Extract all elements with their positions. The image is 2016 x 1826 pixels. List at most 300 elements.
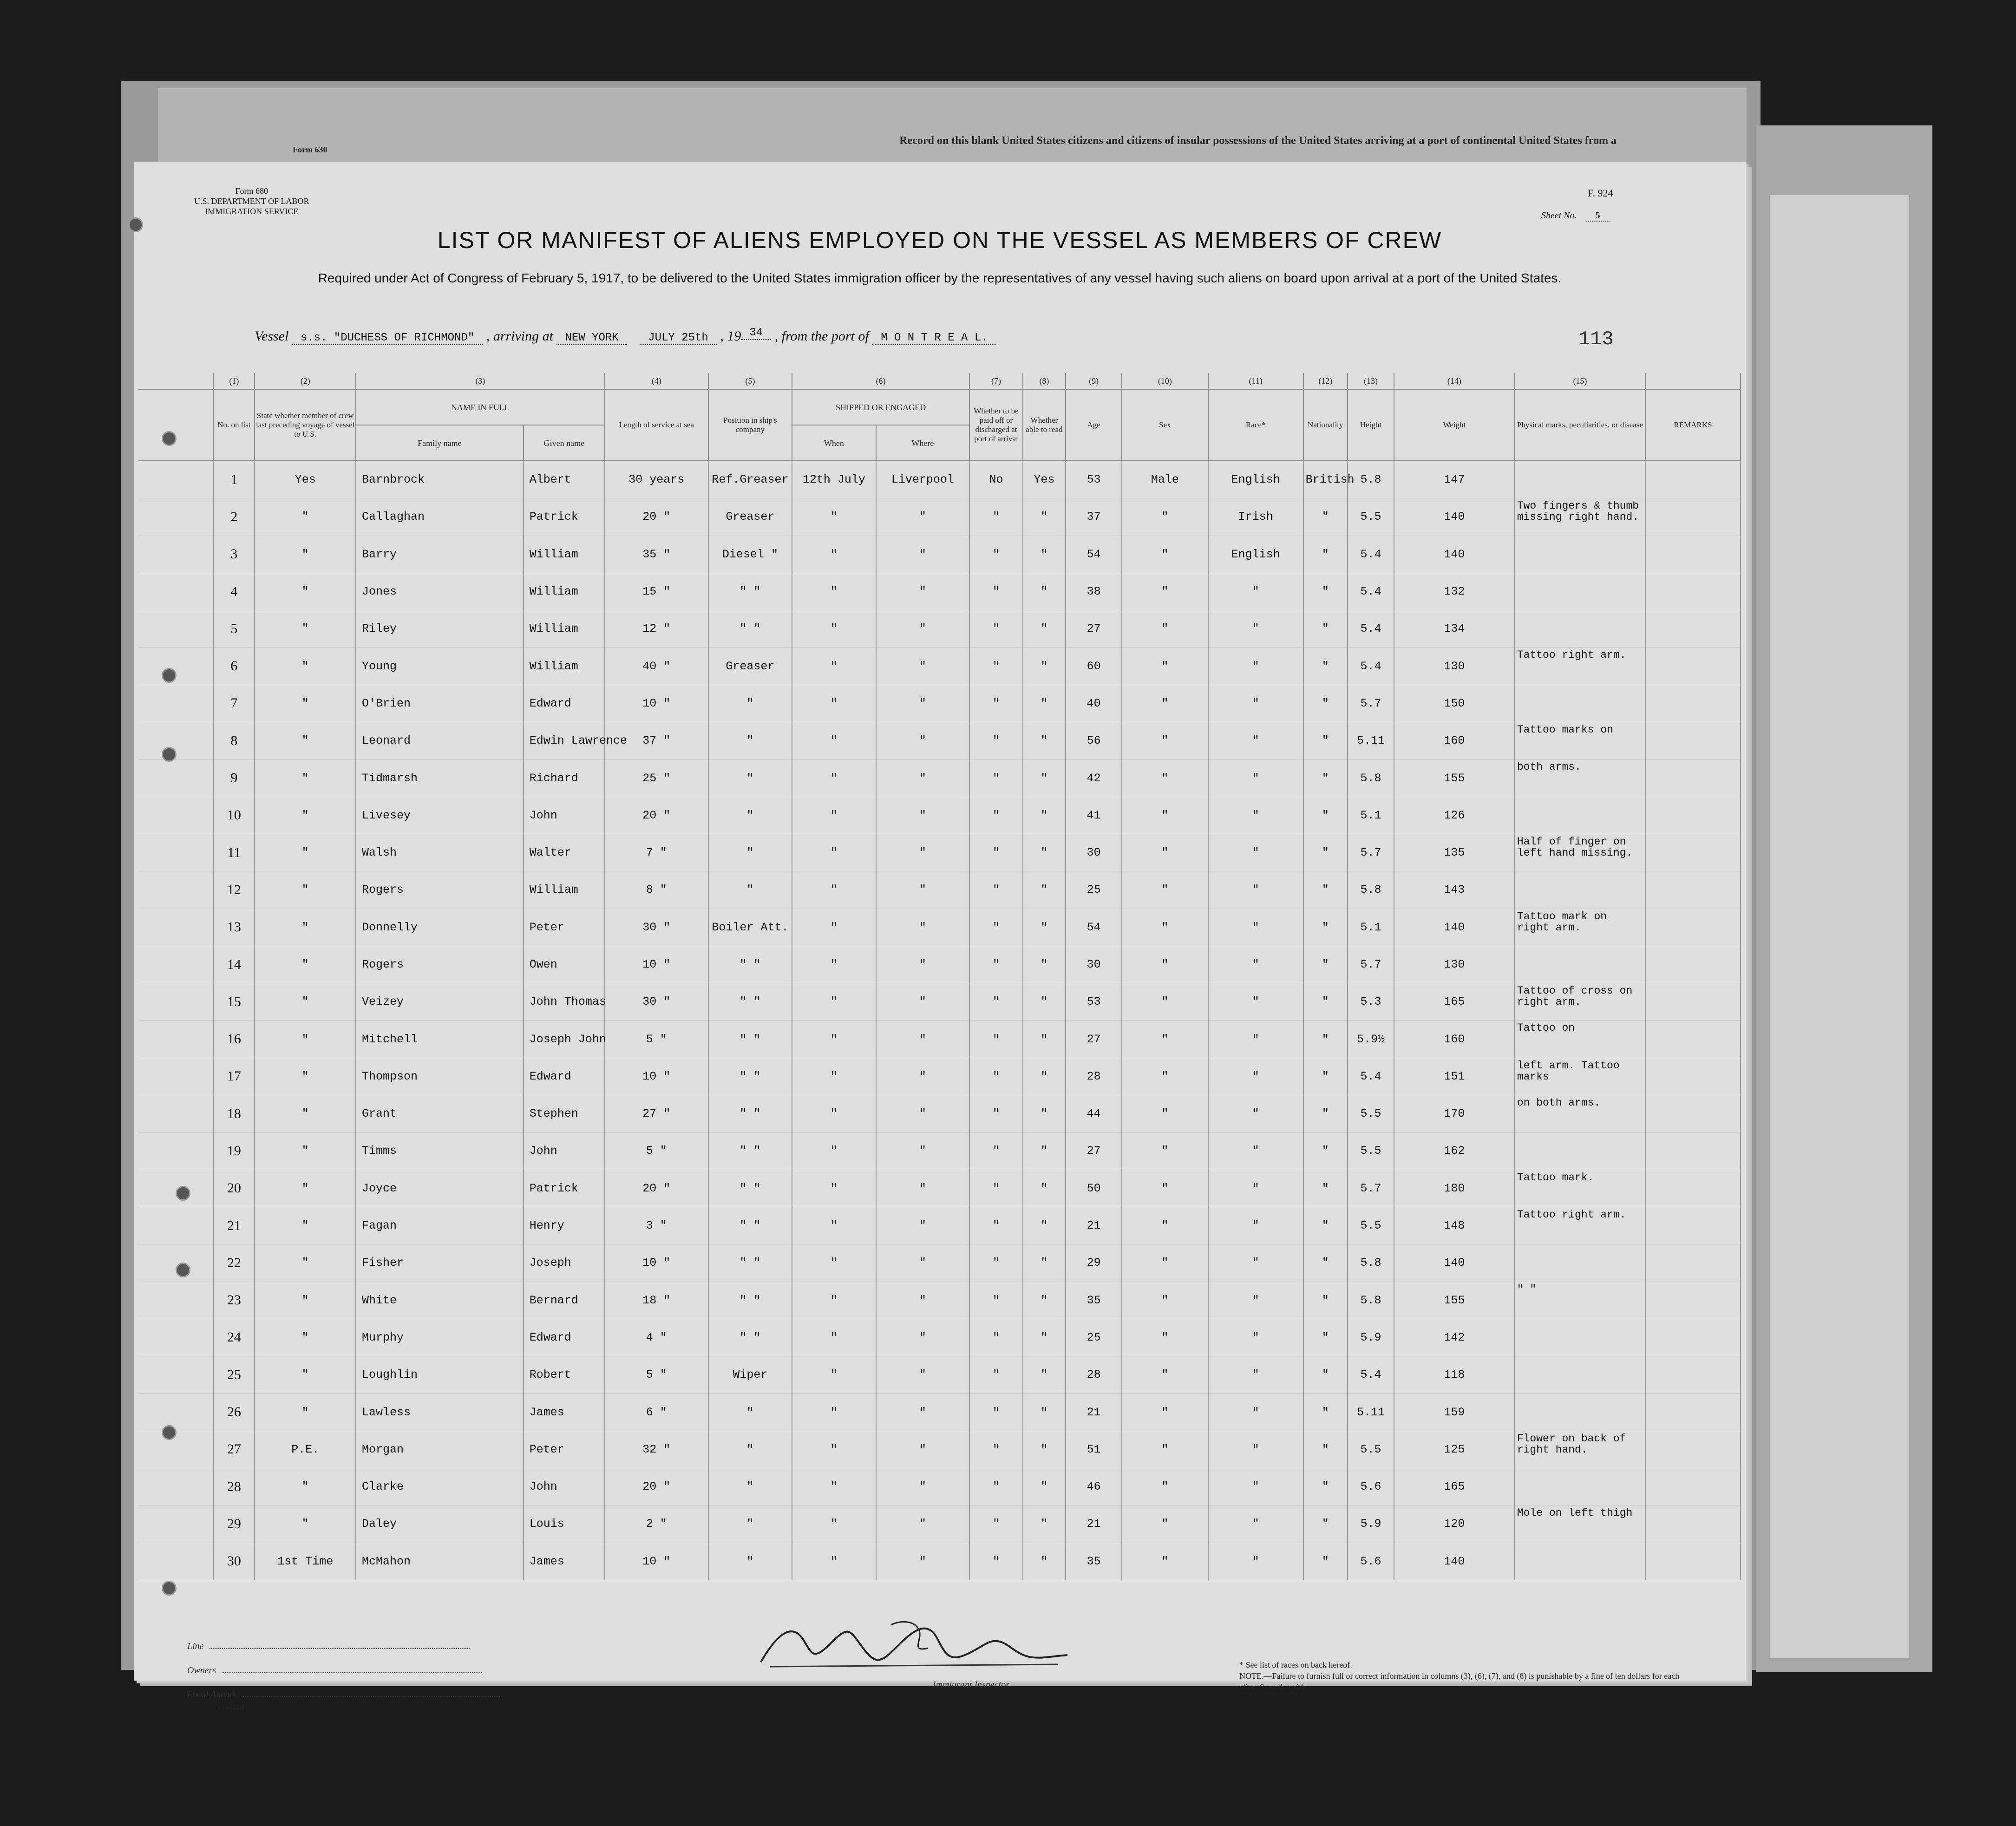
cell-height: 5.6 (1348, 1543, 1394, 1580)
cell-given-name: Joseph John (524, 1021, 605, 1058)
cell-weight: 159 (1394, 1394, 1515, 1431)
cell-age: 41 (1066, 797, 1122, 834)
inspector-signature (752, 1611, 1077, 1676)
cell-weight: 170 (1394, 1095, 1515, 1132)
cell-height: 5.8 (1348, 759, 1394, 797)
cell-position: " " (708, 1170, 792, 1207)
underlying-page-text: Record on this blank United States citizens and citizens of insular possessions of the United States arriving at a port of continental United States from a (899, 135, 1617, 147)
cell-race: " (1208, 1394, 1303, 1431)
cell-prev-voyage: " (255, 871, 356, 909)
col-num-7: (7) (969, 373, 1023, 389)
cell-height: 5.5 (1348, 1132, 1394, 1170)
cell-paid-off: " (969, 797, 1023, 834)
year-prefix: , 19 (720, 328, 741, 344)
cell-physical-marks: both arms. (1515, 759, 1645, 797)
cell-prev-voyage: " (255, 536, 356, 573)
cell-able-to-read: Yes (1023, 461, 1066, 498)
cell-paid-off: " (969, 1468, 1023, 1505)
cell-physical-marks (1515, 1319, 1645, 1356)
cell-paid-off: " (969, 1021, 1023, 1058)
cell-row-number: 26 (213, 1394, 255, 1431)
cell-prev-voyage: " (255, 909, 356, 946)
cell-position: " (708, 685, 792, 722)
cell-weight: 160 (1394, 722, 1515, 759)
cell-nationality: " (1303, 834, 1348, 871)
cell-row-number: 30 (213, 1543, 255, 1580)
cell-shipped-when: " (792, 1095, 876, 1132)
cell-length-of-service: 10 " (605, 685, 708, 722)
line-field (187, 1634, 502, 1658)
cell-shipped-when: " (792, 1282, 876, 1319)
cell-family-name: Timms (356, 1132, 524, 1170)
cell-row-number: 24 (213, 1319, 255, 1356)
race-note: * See list of races on back hereof. (1239, 1660, 1352, 1669)
cell-weight: 140 (1394, 536, 1515, 573)
cell-shipped-when: " (792, 1207, 876, 1244)
cell-physical-marks (1515, 536, 1645, 573)
cell-race: Irish (1208, 498, 1303, 536)
cell-family-name: Fagan (356, 1207, 524, 1244)
cell-race: " (1208, 1058, 1303, 1095)
cell-sex: " (1122, 1058, 1208, 1095)
header-weight: Weight (1394, 389, 1515, 461)
cell-age: 35 (1066, 1282, 1122, 1319)
table-row (138, 461, 1741, 498)
table-row (138, 1356, 1741, 1394)
punch-hole (176, 1186, 190, 1201)
cell-height: 5.8 (1348, 871, 1394, 909)
cell-weight: 130 (1394, 946, 1515, 983)
table-row (138, 648, 1741, 685)
cell-age: 53 (1066, 461, 1122, 498)
cell-shipped-where: " (876, 1543, 970, 1580)
cell-sex: " (1122, 1468, 1208, 1505)
cell-prev-voyage: Yes (255, 461, 356, 498)
arrival-port: NEW YORK (556, 332, 627, 345)
cell-row-number: 3 (213, 536, 255, 573)
right-stack-page-inner (1770, 195, 1909, 1658)
header-length-of-service: Length of service at sea (605, 389, 708, 461)
cell-length-of-service: 15 " (605, 573, 708, 610)
cell-able-to-read: " (1023, 1021, 1066, 1058)
service-name: IMMIGRATION SERVICE (205, 207, 299, 216)
cell-position: " " (708, 1095, 792, 1132)
footer-fields (187, 1634, 502, 1707)
cell-row-number: 15 (213, 983, 255, 1021)
cell-height: 5.8 (1348, 1282, 1394, 1319)
form-code: F. 924 (1588, 187, 1613, 199)
cell-weight: 150 (1394, 685, 1515, 722)
cell-given-name: Henry (524, 1207, 605, 1244)
cell-race: " (1208, 946, 1303, 983)
cell-family-name: Loughlin (356, 1356, 524, 1394)
cell-family-name: White (356, 1282, 524, 1319)
cell-able-to-read: " (1023, 909, 1066, 946)
cell-age: 28 (1066, 1356, 1122, 1394)
cell-weight: 162 (1394, 1132, 1515, 1170)
cell-length-of-service: 5 " (605, 1356, 708, 1394)
cell-given-name: William (524, 610, 605, 648)
cell-family-name: McMahon (356, 1543, 524, 1580)
cell-length-of-service: 20 " (605, 1170, 708, 1207)
col-num-3: (3) (356, 373, 605, 389)
cell-family-name: Riley (356, 610, 524, 648)
cell-nationality: " (1303, 648, 1348, 685)
cell-family-name: Murphy (356, 1319, 524, 1356)
cell-shipped-when: " (792, 610, 876, 648)
underlying-form-number: Form 630 (293, 145, 327, 154)
cell-paid-off: " (969, 1095, 1023, 1132)
cell-remarks (1645, 1170, 1741, 1207)
cell-sex: " (1122, 1356, 1208, 1394)
department-name: U.S. DEPARTMENT OF LABOR (194, 196, 309, 206)
punch-hole (162, 1425, 177, 1440)
cell-prev-voyage: " (255, 573, 356, 610)
cell-nationality: " (1303, 1207, 1348, 1244)
cell-sex: " (1122, 1207, 1208, 1244)
cell-remarks (1645, 1244, 1741, 1282)
cell-age: 21 (1066, 1207, 1122, 1244)
cell-height: 5.9½ (1348, 1021, 1394, 1058)
header-given-name: Given name (524, 425, 605, 461)
cell-age: 27 (1066, 1132, 1122, 1170)
cell-weight: 142 (1394, 1319, 1515, 1356)
col-num-5: (5) (708, 373, 792, 389)
cell-race: " (1208, 1282, 1303, 1319)
cell-able-to-read: " (1023, 722, 1066, 759)
cell-given-name: Richard (524, 759, 605, 797)
cell-paid-off: " (969, 573, 1023, 610)
cell-nationality: " (1303, 983, 1348, 1021)
cell-family-name: Young (356, 648, 524, 685)
cell-able-to-read: " (1023, 759, 1066, 797)
cell-sex: Male (1122, 461, 1208, 498)
manifest-rows (138, 461, 1741, 1580)
cell-race: English (1208, 461, 1303, 498)
cell-length-of-service: 10 " (605, 1058, 708, 1095)
cell-nationality: " (1303, 1394, 1348, 1431)
header-race: Race* (1208, 389, 1303, 461)
cell-position: " (708, 1505, 792, 1543)
cell-race: " (1208, 1505, 1303, 1543)
cell-prev-voyage: P.E. (255, 1431, 356, 1468)
cell-physical-marks: Tattoo right arm. (1515, 648, 1645, 685)
cell-able-to-read: " (1023, 1319, 1066, 1356)
cell-prev-voyage: " (255, 610, 356, 648)
cell-height: 5.4 (1348, 536, 1394, 573)
cell-physical-marks: Tattoo marks on (1515, 722, 1645, 759)
vessel-name: s.s. "DUCHESS OF RICHMOND" (292, 332, 483, 345)
cell-family-name: Donnelly (356, 909, 524, 946)
cell-given-name: Joseph (524, 1244, 605, 1282)
vessel-label: Vessel (255, 328, 289, 344)
cell-nationality: " (1303, 797, 1348, 834)
cell-shipped-when: " (792, 909, 876, 946)
cell-physical-marks: Tattoo of cross on right arm. (1515, 983, 1645, 1021)
cell-shipped-when: " (792, 1505, 876, 1543)
cell-prev-voyage: 1st Time (255, 1543, 356, 1580)
cell-length-of-service: 5 " (605, 1021, 708, 1058)
cell-sex: " (1122, 1282, 1208, 1319)
cell-remarks (1645, 1319, 1741, 1356)
table-row (138, 909, 1741, 946)
cell-paid-off: " (969, 1170, 1023, 1207)
cell-nationality: " (1303, 1505, 1348, 1543)
cell-family-name: Rogers (356, 946, 524, 983)
cell-remarks (1645, 1095, 1741, 1132)
cell-prev-voyage: " (255, 834, 356, 871)
header-sex: Sex (1122, 389, 1208, 461)
cell-position: " (708, 797, 792, 834)
cell-race: " (1208, 834, 1303, 871)
cell-able-to-read: " (1023, 1058, 1066, 1095)
cell-shipped-where: " (876, 1170, 970, 1207)
cell-row-number: 29 (213, 1505, 255, 1543)
cell-weight: 140 (1394, 1244, 1515, 1282)
cell-length-of-service: 5 " (605, 1132, 708, 1170)
cell-physical-marks: Mole on left thigh (1515, 1505, 1645, 1543)
cell-weight: 130 (1394, 648, 1515, 685)
cell-shipped-where: " (876, 610, 970, 648)
cell-height: 5.1 (1348, 797, 1394, 834)
cell-row-number: 12 (213, 871, 255, 909)
cell-paid-off: " (969, 1543, 1023, 1580)
cell-race: " (1208, 909, 1303, 946)
underlying-page-header (153, 135, 1617, 154)
cell-remarks (1645, 722, 1741, 759)
table-row (138, 871, 1741, 909)
cell-shipped-when: " (792, 1058, 876, 1095)
cell-length-of-service: 20 " (605, 1468, 708, 1505)
cell-shipped-when: " (792, 759, 876, 797)
cell-weight: 165 (1394, 1468, 1515, 1505)
table-row (138, 1207, 1741, 1244)
header-paid-off: Whether to be paid off or discharged at port of arrival (969, 389, 1023, 461)
cell-sex: " (1122, 1095, 1208, 1132)
cell-sex: " (1122, 1394, 1208, 1431)
cell-age: 50 (1066, 1170, 1122, 1207)
cell-height: 5.5 (1348, 498, 1394, 536)
cell-position: " (708, 722, 792, 759)
cell-physical-marks: Half of finger on left hand missing. (1515, 834, 1645, 871)
cell-paid-off: " (969, 610, 1023, 648)
cell-sex: " (1122, 946, 1208, 983)
cell-family-name: Daley (356, 1505, 524, 1543)
cell-given-name: Robert (524, 1356, 605, 1394)
cell-position: Boiler Att. (708, 909, 792, 946)
cell-able-to-read: " (1023, 1468, 1066, 1505)
cell-nationality: " (1303, 685, 1348, 722)
table-row (138, 1132, 1741, 1170)
table-row (138, 1319, 1741, 1356)
cell-race: " (1208, 1468, 1303, 1505)
cell-able-to-read: " (1023, 1505, 1066, 1543)
cell-race: " (1208, 1244, 1303, 1282)
cell-physical-marks: Flower on back of right hand. (1515, 1431, 1645, 1468)
cell-shipped-when: " (792, 573, 876, 610)
cell-length-of-service: 37 " (605, 722, 708, 759)
cell-paid-off: " (969, 983, 1023, 1021)
cell-remarks (1645, 1468, 1741, 1505)
cell-given-name: Albert (524, 461, 605, 498)
cell-nationality: " (1303, 498, 1348, 536)
cell-age: 21 (1066, 1394, 1122, 1431)
header-when: When (792, 425, 876, 461)
cell-given-name: William (524, 648, 605, 685)
cell-position: " " (708, 1244, 792, 1282)
cell-shipped-when: " (792, 871, 876, 909)
cell-sex: " (1122, 685, 1208, 722)
cell-prev-voyage: " (255, 648, 356, 685)
col-num-14: (14) (1394, 373, 1515, 389)
cell-physical-marks (1515, 797, 1645, 834)
cell-age: 25 (1066, 871, 1122, 909)
cell-length-of-service: 7 " (605, 834, 708, 871)
cell-prev-voyage: " (255, 1319, 356, 1356)
cell-sex: " (1122, 648, 1208, 685)
cell-prev-voyage: " (255, 1170, 356, 1207)
cell-race: " (1208, 759, 1303, 797)
cell-given-name: Patrick (524, 498, 605, 536)
cell-shipped-where: " (876, 1394, 970, 1431)
cell-family-name: Fisher (356, 1244, 524, 1282)
cell-age: 51 (1066, 1431, 1122, 1468)
cell-age: 56 (1066, 722, 1122, 759)
punch-hole (162, 431, 177, 446)
cell-paid-off: " (969, 946, 1023, 983)
cell-position: " " (708, 1132, 792, 1170)
cell-race: " (1208, 871, 1303, 909)
cell-race: " (1208, 797, 1303, 834)
table-row (138, 1431, 1741, 1468)
cell-physical-marks: " " (1515, 1282, 1645, 1319)
cell-given-name: James (524, 1394, 605, 1431)
cell-age: 42 (1066, 759, 1122, 797)
cell-physical-marks (1515, 1543, 1645, 1580)
cell-age: 29 (1066, 1244, 1122, 1282)
cell-able-to-read: " (1023, 834, 1066, 871)
cell-position: " (708, 759, 792, 797)
cell-shipped-when: " (792, 797, 876, 834)
cell-able-to-read: " (1023, 685, 1066, 722)
cell-nationality: " (1303, 1095, 1348, 1132)
cell-given-name: Stephen (524, 1095, 605, 1132)
cell-prev-voyage: " (255, 1505, 356, 1543)
cell-prev-voyage: " (255, 1394, 356, 1431)
cell-row-number: 11 (213, 834, 255, 871)
cell-family-name: Walsh (356, 834, 524, 871)
cell-row-number: 5 (213, 610, 255, 648)
cell-physical-marks: on both arms. (1515, 1095, 1645, 1132)
cell-family-name: Barry (356, 536, 524, 573)
cell-prev-voyage: " (255, 685, 356, 722)
cell-given-name: John Thomas (524, 983, 605, 1021)
cell-physical-marks (1515, 461, 1645, 498)
cell-age: 30 (1066, 834, 1122, 871)
cell-paid-off: " (969, 909, 1023, 946)
cell-paid-off: " (969, 1394, 1023, 1431)
cell-remarks (1645, 1394, 1741, 1431)
cell-shipped-where: " (876, 1244, 970, 1282)
cell-remarks (1645, 536, 1741, 573)
cell-shipped-when: " (792, 536, 876, 573)
cell-paid-off: " (969, 1319, 1023, 1356)
cell-position: " " (708, 610, 792, 648)
cell-remarks (1645, 573, 1741, 610)
cell-weight: 143 (1394, 871, 1515, 909)
cell-age: 35 (1066, 1543, 1122, 1580)
cell-nationality: " (1303, 610, 1348, 648)
cell-prev-voyage: " (255, 1058, 356, 1095)
cell-nationality: " (1303, 1468, 1348, 1505)
cell-sex: " (1122, 983, 1208, 1021)
cell-nationality: " (1303, 1132, 1348, 1170)
cell-weight: 126 (1394, 797, 1515, 834)
table-row (138, 834, 1741, 871)
cell-height: 5.6 (1348, 1468, 1394, 1505)
cell-age: 30 (1066, 946, 1122, 983)
cell-physical-marks: Two fingers & thumb missing right hand. (1515, 498, 1645, 536)
cell-given-name: Patrick (524, 1170, 605, 1207)
cell-prev-voyage: " (255, 1132, 356, 1170)
cell-position: " " (708, 1282, 792, 1319)
cell-physical-marks (1515, 1394, 1645, 1431)
table-row (138, 797, 1741, 834)
cell-age: 38 (1066, 573, 1122, 610)
cell-prev-voyage: " (255, 1356, 356, 1394)
cell-shipped-when: " (792, 1431, 876, 1468)
cell-family-name: Morgan (356, 1431, 524, 1468)
cell-row-number: 20 (213, 1170, 255, 1207)
arriving-label: , arriving at (486, 328, 553, 344)
cell-remarks (1645, 1282, 1741, 1319)
cell-paid-off: " (969, 834, 1023, 871)
cell-position: " " (708, 1021, 792, 1058)
cell-shipped-when: " (792, 1244, 876, 1282)
header-age: Age (1066, 389, 1122, 461)
cell-age: 46 (1066, 1468, 1122, 1505)
col-num-4: (4) (605, 373, 708, 389)
cell-length-of-service: 30 " (605, 983, 708, 1021)
cell-weight: 160 (1394, 1021, 1515, 1058)
cell-race: " (1208, 1095, 1303, 1132)
cell-nationality: " (1303, 1058, 1348, 1095)
cell-sex: " (1122, 498, 1208, 536)
col-num-6: (6) (792, 373, 969, 389)
cell-nationality: " (1303, 573, 1348, 610)
cell-race: " (1208, 1431, 1303, 1468)
cell-remarks (1645, 1058, 1741, 1095)
table-row (138, 1505, 1741, 1543)
header-nationality: Nationality (1303, 389, 1348, 461)
cell-able-to-read: " (1023, 1543, 1066, 1580)
cell-nationality: " (1303, 759, 1348, 797)
cell-length-of-service: 30 years (605, 461, 708, 498)
cell-physical-marks (1515, 871, 1645, 909)
table-row (138, 1021, 1741, 1058)
col-num-11: (11) (1208, 373, 1303, 389)
document-title: LIST OR MANIFEST OF ALIENS EMPLOYED ON THE VESSEL AS MEMBERS OF CREW (437, 227, 1442, 253)
cell-weight: 125 (1394, 1431, 1515, 1468)
cell-height: 5.5 (1348, 1095, 1394, 1132)
header-physical-marks: Physical marks, peculiarities, or disease (1515, 389, 1645, 461)
cell-height: 5.5 (1348, 1207, 1394, 1244)
punch-hole (176, 1263, 190, 1277)
manifest-grid (138, 373, 1741, 1580)
cell-length-of-service: 10 " (605, 1543, 708, 1580)
cell-family-name: O'Brien (356, 685, 524, 722)
cell-weight: 148 (1394, 1207, 1515, 1244)
